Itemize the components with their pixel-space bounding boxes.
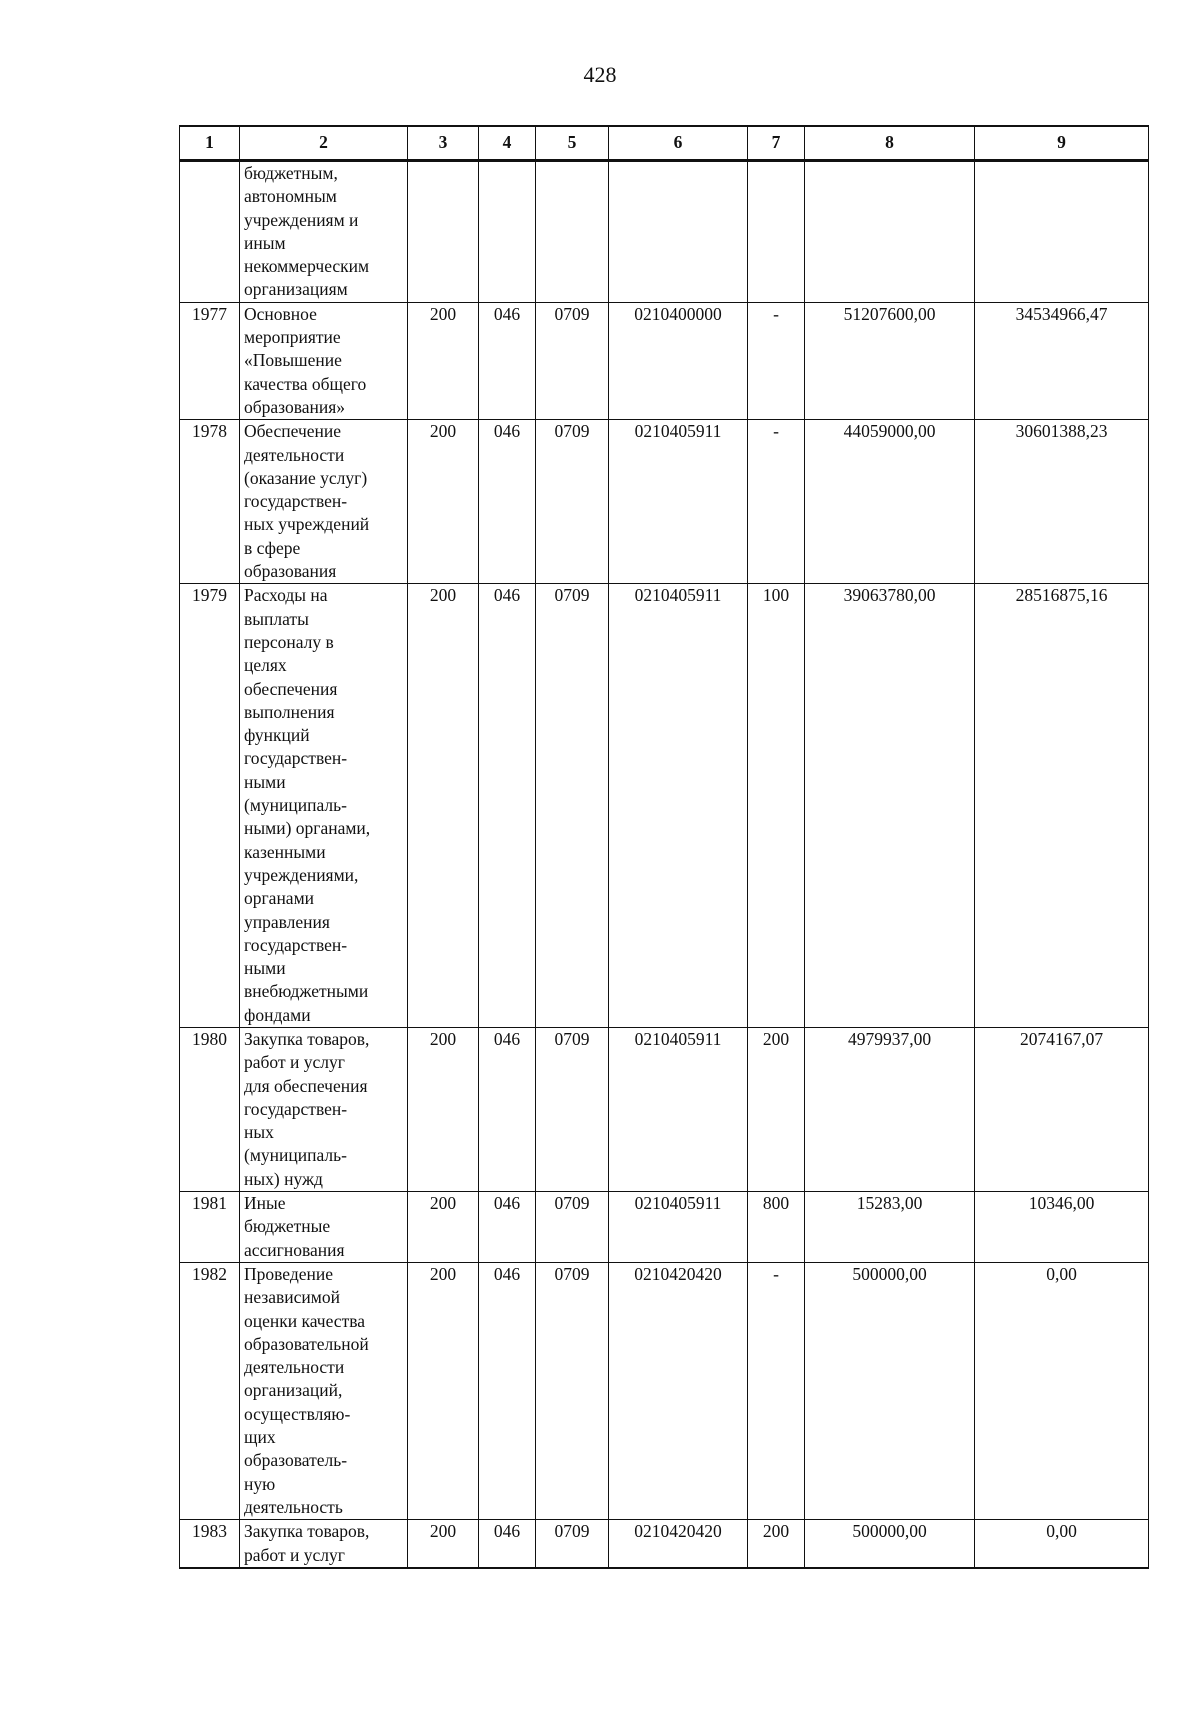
description-line: мероприятие <box>244 327 341 348</box>
header-col-1: 1 <box>180 126 240 161</box>
cell-col-5: 0709 <box>536 1027 609 1191</box>
description-line: учреждениями, <box>244 864 359 885</box>
cell-col-8-amount: 51207600,00 <box>805 302 975 419</box>
description-line: оценки качества <box>244 1310 366 1331</box>
row-description <box>240 420 408 584</box>
header-col-2: 2 <box>240 126 408 161</box>
row-number: 1980 <box>180 1027 240 1191</box>
row-description <box>240 1262 408 1519</box>
description-line: государствен- <box>244 1098 348 1119</box>
cell-col-5 <box>536 161 609 303</box>
row-number: 1983 <box>180 1520 240 1568</box>
table-header <box>180 126 1149 161</box>
cell-col-3: 200 <box>408 302 479 419</box>
description-line: Иные <box>244 1193 286 1214</box>
description-line: государствен- <box>244 748 348 769</box>
row-number <box>180 161 240 303</box>
cell-col-8-amount: 39063780,00 <box>805 584 975 1028</box>
cell-col-9-amount: 0,00 <box>975 1262 1149 1519</box>
cell-col-6: 0210405911 <box>609 1192 748 1263</box>
description-line: Расходы на <box>244 585 328 606</box>
cell-col-3: 200 <box>408 420 479 584</box>
description-line: ными <box>244 771 286 792</box>
cell-col-3: 200 <box>408 1027 479 1191</box>
description-line: осуществляю- <box>244 1403 351 1424</box>
cell-col-8-amount: 500000,00 <box>805 1520 975 1568</box>
page-number: 428 <box>583 62 617 87</box>
table-row <box>180 1192 1149 1263</box>
description-line: работ и услуг <box>244 1544 345 1565</box>
description-line: выполнения <box>244 701 335 722</box>
cell-col-4: 046 <box>479 1520 536 1568</box>
description-line: управления <box>244 911 330 932</box>
description-line: некоммерческим <box>244 256 370 277</box>
description-line: Проведение <box>244 1263 334 1284</box>
description-line: Закупка товаров, <box>244 1028 370 1049</box>
header-row <box>180 126 1149 161</box>
cell-col-9-amount: 2074167,07 <box>975 1027 1149 1191</box>
row-number: 1982 <box>180 1262 240 1519</box>
cell-col-9-amount: 10346,00 <box>975 1192 1149 1263</box>
row-description <box>240 161 408 303</box>
table-row <box>180 302 1149 419</box>
cell-col-4: 046 <box>479 302 536 419</box>
description-line: для обеспечения <box>244 1075 368 1096</box>
row-number: 1978 <box>180 420 240 584</box>
cell-col-4: 046 <box>479 584 536 1028</box>
cell-col-6 <box>609 161 748 303</box>
description-line: ных) нужд <box>244 1168 323 1189</box>
cell-col-6: 0210405911 <box>609 584 748 1028</box>
cell-col-9-amount: 34534966,47 <box>975 302 1149 419</box>
header-col-8: 8 <box>805 126 975 161</box>
description-line: в сфере <box>244 537 301 558</box>
cell-col-4: 046 <box>479 1027 536 1191</box>
row-description <box>240 1520 408 1568</box>
header-col-6: 6 <box>609 126 748 161</box>
header-col-5: 5 <box>536 126 609 161</box>
cell-col-6: 0210405911 <box>609 420 748 584</box>
cell-col-3: 200 <box>408 584 479 1028</box>
cell-col-5: 0709 <box>536 420 609 584</box>
description-line: автономным <box>244 186 337 207</box>
description-line: качества общего <box>244 373 367 394</box>
cell-col-7: 200 <box>748 1027 805 1191</box>
description-line: деятельности <box>244 444 345 465</box>
table-body <box>180 161 1149 1568</box>
description-line: иным <box>244 232 286 253</box>
table-row <box>180 1027 1149 1191</box>
description-line: работ и услуг <box>244 1052 345 1073</box>
header-col-3: 3 <box>408 126 479 161</box>
description-line: целях <box>244 655 287 676</box>
budget-table <box>179 125 1149 1569</box>
cell-col-4: 046 <box>479 1262 536 1519</box>
cell-col-4 <box>479 161 536 303</box>
cell-col-8-amount: 15283,00 <box>805 1192 975 1263</box>
row-number: 1977 <box>180 302 240 419</box>
description-line: казенными <box>244 841 326 862</box>
description-line: органами <box>244 888 315 909</box>
description-line: (оказание услуг) <box>244 467 368 488</box>
description-line: учреждениям и <box>244 209 359 230</box>
cell-col-7 <box>748 161 805 303</box>
cell-col-7: 800 <box>748 1192 805 1263</box>
table-row <box>180 1262 1149 1519</box>
cell-col-8-amount: 4979937,00 <box>805 1027 975 1191</box>
row-description <box>240 302 408 419</box>
cell-col-8-amount: 44059000,00 <box>805 420 975 584</box>
row-description <box>240 1027 408 1191</box>
description-line: Основное <box>244 303 317 324</box>
description-line: обеспечения <box>244 678 338 699</box>
description-line: образователь- <box>244 1450 348 1471</box>
cell-col-9-amount: 30601388,23 <box>975 420 1149 584</box>
cell-col-7: - <box>748 420 805 584</box>
description-line: ными <box>244 958 286 979</box>
description-line: организаций, <box>244 1380 343 1401</box>
description-line: Обеспечение <box>244 421 342 442</box>
table-row <box>180 420 1149 584</box>
row-number: 1979 <box>180 584 240 1028</box>
table-row <box>180 584 1149 1028</box>
cell-col-5: 0709 <box>536 584 609 1028</box>
cell-col-3 <box>408 161 479 303</box>
description-line: персоналу в <box>244 631 334 652</box>
cell-col-6: 0210400000 <box>609 302 748 419</box>
header-col-9: 9 <box>975 126 1149 161</box>
cell-col-5: 0709 <box>536 302 609 419</box>
cell-col-6: 0210420420 <box>609 1262 748 1519</box>
description-line: независимой <box>244 1287 340 1308</box>
cell-col-3: 200 <box>408 1262 479 1519</box>
cell-col-7: 100 <box>748 584 805 1028</box>
description-line: бюджетным, <box>244 163 338 183</box>
cell-col-7: 200 <box>748 1520 805 1568</box>
description-line: ных <box>244 1122 274 1143</box>
description-line: внебюджетными <box>244 981 369 1002</box>
description-line: деятельности <box>244 1357 345 1378</box>
description-line: выплаты <box>244 608 309 629</box>
description-line: фондами <box>244 1004 311 1025</box>
description-line: ную <box>244 1473 276 1494</box>
cell-col-9-amount: 28516875,16 <box>975 584 1149 1028</box>
description-line: бюджетные <box>244 1216 331 1237</box>
cell-col-6: 0210405911 <box>609 1027 748 1191</box>
description-line: образования <box>244 561 337 582</box>
description-line: щих <box>244 1427 276 1448</box>
cell-col-7: - <box>748 1262 805 1519</box>
table-row <box>180 1520 1149 1568</box>
description-line: ассигнования <box>244 1239 345 1260</box>
description-line: организациям <box>244 279 348 300</box>
description-line: ных учреждений <box>244 514 370 535</box>
description-line: деятельность <box>244 1496 343 1517</box>
cell-col-3: 200 <box>408 1192 479 1263</box>
row-description <box>240 584 408 1028</box>
cell-col-4: 046 <box>479 1192 536 1263</box>
header-col-4: 4 <box>479 126 536 161</box>
cell-col-5: 0709 <box>536 1192 609 1263</box>
cell-col-3: 200 <box>408 1520 479 1568</box>
description-line: Закупка товаров, <box>244 1521 370 1542</box>
cell-col-5: 0709 <box>536 1262 609 1519</box>
description-line: (муниципаль- <box>244 795 347 816</box>
row-description <box>240 1192 408 1263</box>
cell-col-9-amount: 0,00 <box>975 1520 1149 1568</box>
description-line: «Повышение <box>244 350 342 371</box>
cell-col-9-amount <box>975 161 1149 303</box>
table-row <box>180 161 1149 303</box>
description-line: образования» <box>244 396 346 417</box>
cell-col-6: 0210420420 <box>609 1520 748 1568</box>
cell-col-4: 046 <box>479 420 536 584</box>
cell-col-8-amount: 500000,00 <box>805 1262 975 1519</box>
row-number: 1981 <box>180 1192 240 1263</box>
description-line: государствен- <box>244 491 348 512</box>
cell-col-8-amount <box>805 161 975 303</box>
description-line: ными) органами, <box>244 818 371 839</box>
description-line: образовательной <box>244 1333 369 1354</box>
description-line: государствен- <box>244 934 348 955</box>
header-col-7: 7 <box>748 126 805 161</box>
description-line: функций <box>244 725 310 746</box>
description-line: (муниципаль- <box>244 1145 347 1166</box>
cell-col-7: - <box>748 302 805 419</box>
cell-col-5: 0709 <box>536 1520 609 1568</box>
